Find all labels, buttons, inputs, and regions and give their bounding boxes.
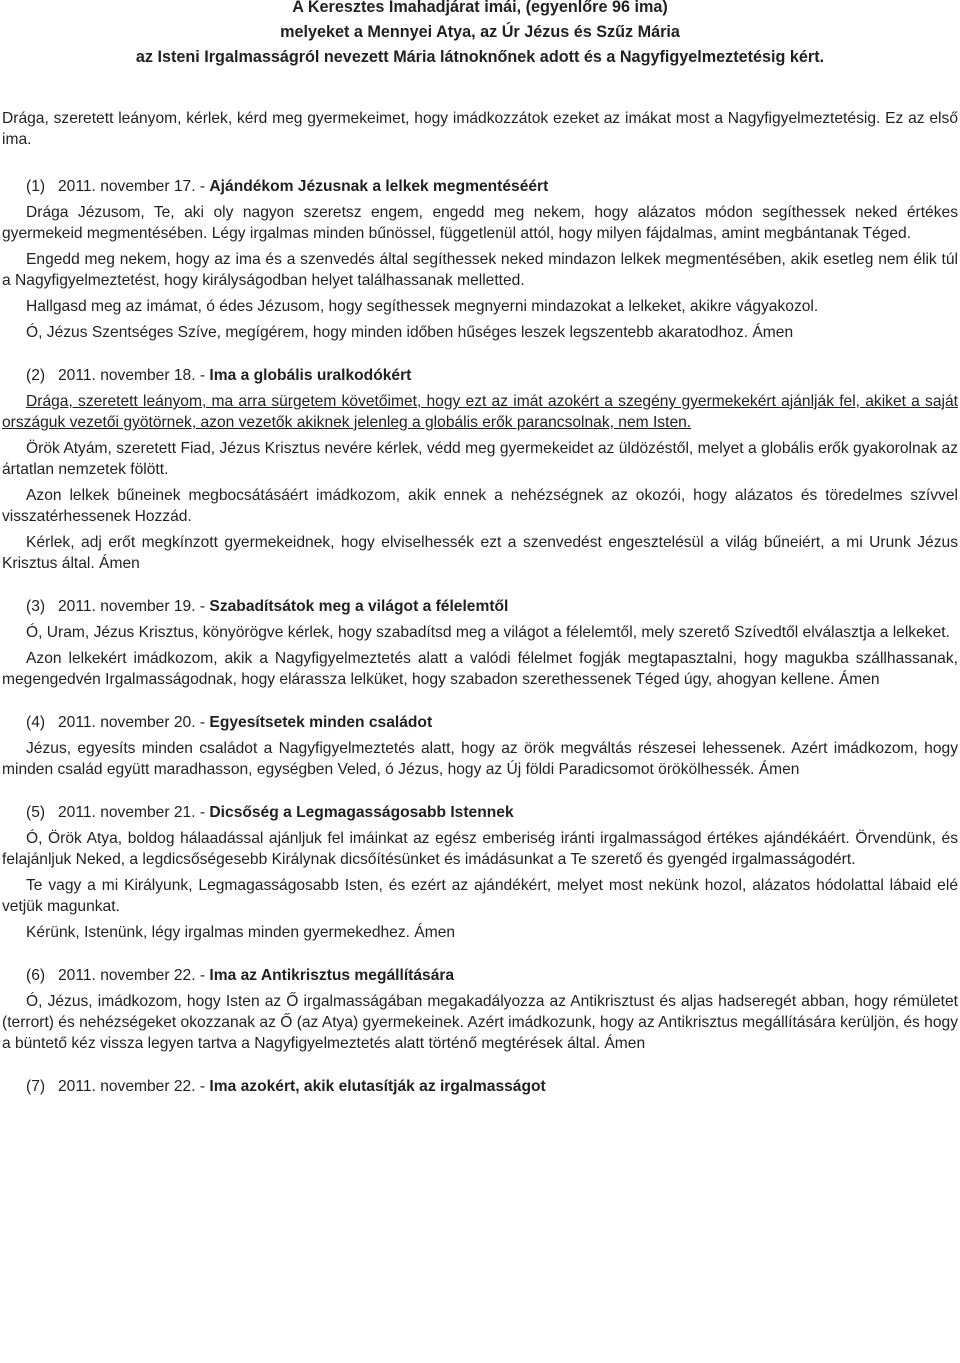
prayer-number: (2) xyxy=(26,367,46,384)
prayer-date: 2011. november 22. - xyxy=(58,967,210,984)
prayer-heading xyxy=(2,1076,958,1097)
prayer-section xyxy=(2,596,958,690)
prayer-number: (6) xyxy=(26,967,46,984)
prayer-section xyxy=(2,712,958,780)
prayer-section xyxy=(2,802,958,943)
prayer-date: 2011. november 20. - xyxy=(58,714,210,731)
prayer-list xyxy=(2,176,958,1097)
title-line-2: melyeket a Mennyei Atya, az Úr Jézus és Szűz Mária xyxy=(280,23,680,41)
prayer-date: 2011. november 17. - xyxy=(58,178,210,195)
prayer-heading xyxy=(2,176,958,197)
prayer-paragraph xyxy=(2,391,958,433)
prayer-title: Szabadítsátok meg a világot a félelemtől xyxy=(209,598,509,615)
prayer-paragraph: Ó, Jézus Szentséges Szíve, megígérem, hogy minden időben hűséges leszek legszentebb akaratodhoz. Ámen xyxy=(26,324,794,341)
prayer-paragraph: Jézus, egyesíts minden családot a Nagyfigyelmeztetés alatt, hogy az örök megváltás részesei lehessenek. Azért imádkozom, hogy minden család együtt maradhasson, egységben Veled, ó Jézus, hogy az Új földi Paradicsomot örökölhessék. Ámen xyxy=(2,740,958,778)
prayer-paragraph: Drága Jézusom, Te, aki oly nagyon szeretsz engem, engedd meg nekem, hogy alázatos módon segíthessek neked értékes gyermekeid megmentésében. Légy irgalmas minden bűnössel, függetlenül attól, hogy milyen fájdalmas, amint megbántanak Téged. xyxy=(2,204,958,242)
prayer-paragraph: Te vagy a mi Királyunk, Legmagasságosabb Isten, és ezért az ajándékért, melyet most nekünk hozol, alázatos hódolattal lábaid elé vetjük magunkat. xyxy=(2,877,958,915)
prayer-paragraph: Engedd meg nekem, hogy az ima és a szenvedés által segíthessek neked mindazon lelkek megmentésében, akik esetleg nem élik túl a Nagyfigyelmeztetést, hogy királyságodban helyet találhassanak melletted. xyxy=(2,251,958,289)
title-line-3: az Isteni Irgalmasságról nevezett Mária látnoknőnek adott és a Nagyfigyelmeztetésig kért. xyxy=(135,48,825,66)
prayer-title: Ima a globális uralkodókért xyxy=(209,367,412,384)
prayer-title: Egyesítsetek minden családot xyxy=(209,714,433,731)
prayer-heading xyxy=(2,596,958,617)
prayer-number: (3) xyxy=(26,598,46,615)
prayer-heading xyxy=(2,365,958,386)
prayer-paragraph: Azon lelkek bűneinek megbocsátásáért imádkozom, akik ennek a nehézségnek az okozói, hogy alázatos és töredelmes szívvel visszatérhessenek Hozzád. xyxy=(2,487,958,525)
prayer-heading xyxy=(2,802,958,823)
prayer-date: 2011. november 21. - xyxy=(58,804,210,821)
prayer-paragraph: Örök Atyám, szeretett Fiad, Jézus Krisztus nevére kérlek, védd meg gyermekeidet az üldözéstől, melyet a globális erők gyakorolnak az ártatlan nemzetek fölött. xyxy=(2,440,958,478)
prayer-paragraph: Azon lelkekért imádkozom, akik a Nagyfigyelmeztetés alatt a valódi félelmet fogják megtapasztalni, hogy magukba szállhassanak, megengedvén Irgalmasságodnak, hogy elárassza lelküket, hogy szabadon szerethessenek Téged úgy, ahogyan kellene. Ámen xyxy=(2,650,958,688)
document-title xyxy=(2,0,958,70)
prayer-number: (1) xyxy=(26,178,46,195)
prayer-number: (5) xyxy=(26,804,46,821)
title-line-1: A Keresztes Imahadjárat imái, (egyenlőre 96 ima) xyxy=(292,0,668,16)
prayer-section xyxy=(2,1076,958,1097)
prayer-title: Dicsőség a Legmagasságosabb Istennek xyxy=(209,804,514,821)
prayer-heading xyxy=(2,965,958,986)
prayer-title: Ima az Antikrisztus megállítására xyxy=(209,967,455,984)
prayer-date: 2011. november 18. - xyxy=(58,367,210,384)
prayer-date: 2011. november 19. - xyxy=(58,598,210,615)
prayer-date: 2011. november 22. - xyxy=(58,1078,210,1095)
prayer-number: (4) xyxy=(26,714,46,731)
prayer-heading xyxy=(2,712,958,733)
prayer-title: Ima azokért, akik elutasítják az irgalmasságot xyxy=(209,1078,546,1095)
prayer-paragraph: Kérünk, Istenünk, légy irgalmas minden gyermekedhez. Ámen xyxy=(26,924,456,941)
prayer-section xyxy=(2,365,958,574)
intro-paragraph: Drága, szeretett leányom, kérlek, kérd meg gyermekeimet, hogy imádkozzátok ezeket az imákat most a Nagyfigyelmeztetésig. Ez az első ima. xyxy=(2,110,958,148)
prayer-paragraph: Ó, Örök Atya, boldog hálaadással ajánljuk fel imáinkat az egész emberiség iránti irgalmasságod értékes ajándékáért. Örvendünk, és felajánljuk Neked, a legdicsőségesebb Királynak dicsőítésünket és imádásunkat a Te szerető és gyengéd irgalmasságodért. xyxy=(2,830,958,868)
prayer-paragraph: Ó, Jézus, imádkozom, hogy Isten az Ő irgalmasságában megakadályozza az Antikrisztust és aljas hadseregét abban, hogy rémületet (terrort) és nehézségeket okozzanak az Ő (az Atya) gyermekeinek. Azért imádkozunk, hogy az Antikrisztus megállítására kerüljön, és hogy a büntető kéz vissza legyen tartva a Nagyfigyelmeztetés alatt történő megtérések által. Ámen xyxy=(2,993,958,1052)
prayer-section xyxy=(2,965,958,1054)
prayer-number: (7) xyxy=(26,1078,46,1095)
prayer-paragraph: Hallgasd meg az imámat, ó édes Jézusom, hogy segíthessek megnyerni mindazokat a lelkeket, akikre vágyakozol. xyxy=(26,298,819,315)
prayer-title: Ajándékom Jézusnak a lelkek megmentéséért xyxy=(209,178,549,195)
underlined-text: Drága, szeretett leányom, ma arra sürgetem követőimet, hogy ezt az imát azokért a szegény gyermekekért ajánlják fel, akiket a saját országuk vezetői gyötörnek, azon vezetők akiknek jelenleg a globális erők parancsolnak, nem Isten. xyxy=(2,393,958,431)
prayer-paragraph: Ó, Uram, Jézus Krisztus, könyörögve kérlek, hogy szabadítsd meg a világot a félelemtől, mely szerető Szívedtől elválasztja a lelkeket. xyxy=(26,624,950,641)
prayer-paragraph: Kérlek, adj erőt megkínzott gyermekeidnek, hogy elviselhessék ezt a szenvedést engesztelésül a világ bűneiért, a mi Urunk Jézus Krisztus által. Ámen xyxy=(2,534,958,572)
prayer-section xyxy=(2,176,958,343)
